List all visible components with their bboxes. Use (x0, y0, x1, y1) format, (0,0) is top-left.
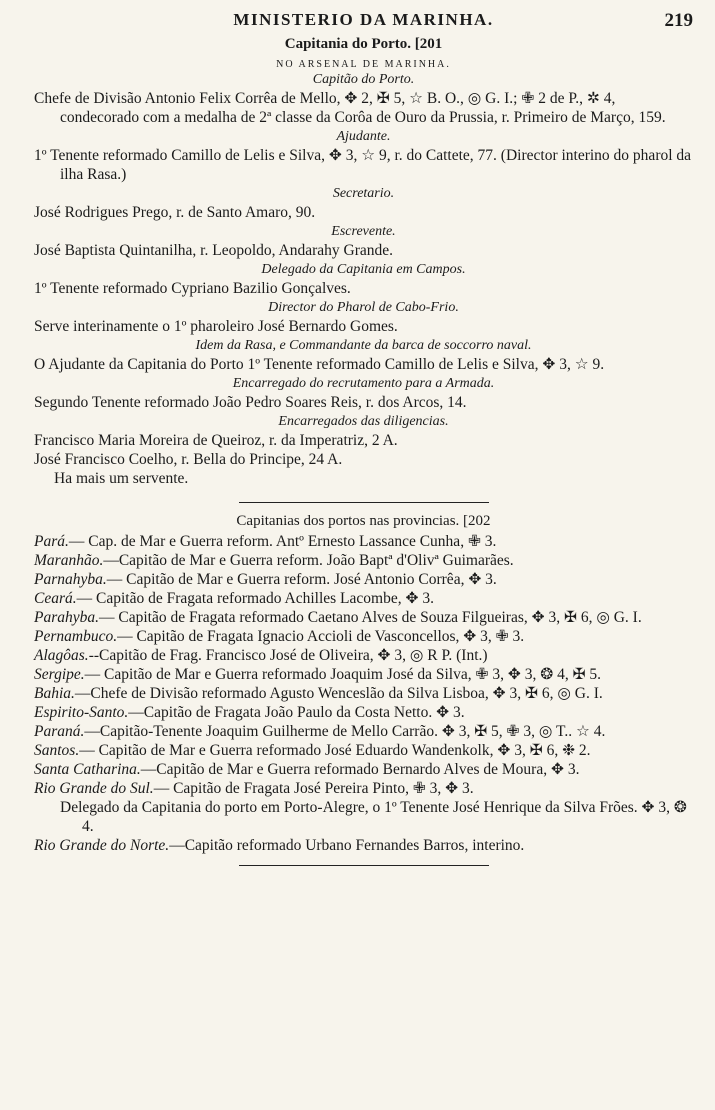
province-text: —Capitão de Mar e Guerra reformado Bernardo Alves de Moura, ✥ 3. (140, 761, 580, 778)
block-capitao (34, 70, 693, 127)
province-text: — Capitão de Mar e Guerra reform. José Antonio Corrêa, ✥ 3. (106, 571, 497, 588)
role-title: Delegado da Capitania em Campos. (261, 262, 466, 277)
bottom-divider (239, 865, 489, 866)
section-subheading: NO ARSENAL DE MARINHA. (276, 59, 451, 70)
province-text: --Capitão de Frag. Francisco José de Oliveira, ✥ 3, ◎ R P. (Int.) (88, 647, 488, 664)
entry-text: José Rodrigues Prego, r. de Santo Amaro, 90. (34, 204, 316, 221)
entry-text: Chefe de Divisão Antonio Felix Corrêa de Mello, ✥ 2, ✠ 5, ☆ B. O., ◎ G. I.; ✙ 2 de P., ✲ 4, condecorado com a medalha de 2ª classe da Corôa de Ouro da Prussia, r. Primeiro de Março, 159. (34, 90, 666, 126)
province-text: — Capitão de Mar e Guerra reformado Joaquim José da Silva, ✙ 3, ✥ 3, ❂ 4, ✠ 5. (84, 666, 602, 683)
list-item (34, 703, 693, 722)
entry-text: José Baptista Quintanilha, r. Leopoldo, Andarahy Grande. (34, 242, 394, 259)
role-title: Secretario. (332, 186, 395, 201)
province-text: — Capitão de Fragata Ignacio Accioli de Vasconcellos, ✥ 3, ✙ 3. (117, 628, 525, 645)
province-name: Paraná. (34, 723, 85, 740)
province-name: Rio Grande do Sul. (34, 780, 154, 797)
province-name: Alagôas. (34, 647, 89, 664)
role-title: Encarregado do recrutamento para a Armada. (232, 376, 495, 391)
province-name: Ceará. (34, 590, 77, 607)
list-item (34, 779, 693, 798)
province-name: Bahia. (34, 685, 75, 702)
page-number: 219 (664, 10, 693, 31)
province-name: Santa Catharina. (34, 761, 141, 778)
list-item (34, 589, 693, 608)
entry-text: 1º Tenente reformado Camillo de Lelis e Silva, ✥ 3, ☆ 9, r. do Cattete, 77. (Director interino do pharol da ilha Rasa.) (34, 147, 692, 183)
list-item (34, 570, 693, 589)
role-title: Encarregados das diligencias. (278, 414, 449, 429)
province-text: —Chefe de Divisão reformado Agusto Wenceslão da Silva Lisboa, ✥ 3, ✠ 6, ◎ G. I. (74, 685, 603, 702)
province-text: — Capitão de Mar e Guerra reformado José Eduardo Wandenkolk, ✥ 3, ✠ 6, ❉ 2. (79, 742, 591, 759)
entry-text: Francisco Maria Moreira de Queiroz, r. da Imperatriz, 2 A. (34, 432, 398, 449)
province-name: Parnahyba. (34, 571, 107, 588)
block-recrutamento (34, 374, 693, 412)
province-text: — Capitão de Fragata José Pereira Pinto, ✙ 3, ✥ 3. (153, 780, 474, 797)
entry-text: Serve interinamente o 1º pharoleiro José Bernardo Gomes. (34, 318, 398, 335)
page-title: MINISTERIO DA MARINHA. (233, 10, 494, 29)
section-heading-capitania-do-porto: Capitania do Porto. [201 (284, 36, 443, 52)
list-item (34, 798, 693, 836)
entry-text: 1º Tenente reformado Cypriano Bazilio Gonçalves. (34, 280, 351, 297)
section-heading-capitanias-provincias: Capitanias dos portos nas provincias. [202 (236, 513, 491, 529)
province-name: Parahyba. (34, 609, 100, 626)
province-text: —Capitão de Fragata João Paulo da Costa Netto. ✥ 3. (128, 704, 465, 721)
block-director-pharol-cabo-frio (34, 298, 693, 336)
list-item (34, 646, 693, 665)
list-item (34, 836, 693, 855)
role-title: Ajudante. (336, 129, 391, 144)
block-secretario (34, 184, 693, 222)
province-name: Rio Grande do Norte. (34, 837, 170, 854)
province-name: Pará. (34, 533, 69, 550)
role-title: Director do Pharol de Cabo-Frio. (268, 300, 459, 315)
block-ajudante (34, 127, 693, 184)
province-text: —Capitão reformado Urbano Fernandes Barros, interino. (169, 837, 525, 854)
list-item (34, 741, 693, 760)
list-item (34, 684, 693, 703)
provincias-list (34, 532, 693, 855)
role-title: Escrevente. (331, 224, 396, 239)
province-name: Espirito-Santo. (34, 704, 129, 721)
list-item (34, 532, 693, 551)
province-name: Sergipe. (34, 666, 85, 683)
section-divider (239, 502, 489, 503)
province-text: — Capitão de Fragata reformado Caetano Alves de Souza Filgueiras, ✥ 3, ✠ 6, ◎ G. I. (99, 609, 642, 626)
province-name: Pernambuco. (34, 628, 118, 645)
list-item (34, 551, 693, 570)
role-title: Idem da Rasa, e Commandante da barca de soccorro naval. (195, 338, 532, 353)
list-item (34, 760, 693, 779)
province-text: Delegado da Capitania do porto em Porto-Alegre, o 1º Tenente José Henrique da Silva Frões. ✥ 3, ❂ 4. (60, 799, 687, 835)
entry-text: Segundo Tenente reformado João Pedro Soares Reis, r. dos Arcos, 14. (34, 394, 467, 411)
role-title: Capitão do Porto. (312, 72, 415, 87)
block-escrevente (34, 222, 693, 260)
block-idem-rasa (34, 336, 693, 374)
entry-text: O Ajudante da Capitania do Porto 1º Tenente reformado Camillo de Lelis e Silva, ✥ 3, ☆ 9. (34, 356, 605, 373)
block-delegado-campos (34, 260, 693, 298)
entry-text: José Francisco Coelho, r. Bella do Principe, 24 A. (34, 451, 343, 468)
list-item (34, 722, 693, 741)
list-item (34, 608, 693, 627)
entry-text: Ha mais um servente. (54, 470, 189, 487)
province-name: Santos. (34, 742, 80, 759)
province-text: —Capitão-Tenente Joaquim Guilherme de Mello Carrão. ✥ 3, ✠ 5, ✙ 3, ◎ T.. ☆ 4. (84, 723, 606, 740)
province-text: —Capitão de Mar e Guerra reform. João Baptª d'Olivª Guimarães. (103, 552, 514, 569)
list-item (34, 665, 693, 684)
list-item (34, 627, 693, 646)
province-text: — Capitão de Fragata reformado Achilles Lacombe, ✥ 3. (76, 590, 434, 607)
province-name: Maranhão. (34, 552, 104, 569)
running-head (34, 10, 693, 34)
province-text: — Cap. de Mar e Guerra reform. Antº Ernesto Lassance Cunha, ✙ 3. (68, 533, 497, 550)
block-diligencias (34, 412, 693, 488)
